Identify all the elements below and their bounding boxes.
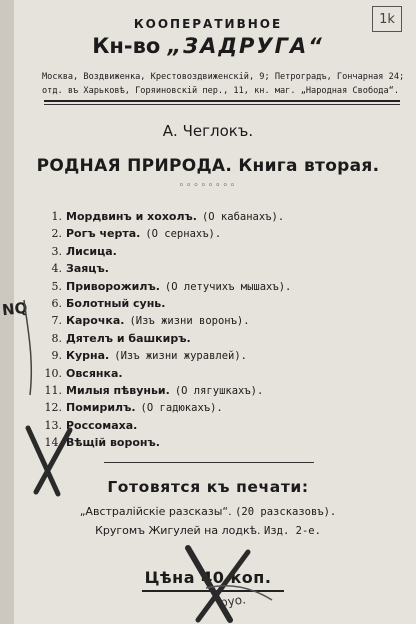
price-label: Цѣна 40 коп. [144,568,272,587]
item-number: 5. [51,279,62,293]
address-line: отд. въ Харьковѣ, Горяиновскій пер., 11, кн. маг. „Народная Свобода“. [42,86,399,96]
catalog-mark: 1k [379,11,395,27]
item-title: Приворожилъ. [66,279,160,293]
item-note: (О кабанахъ). [201,211,285,223]
cooperative-label: КООПЕРАТИВНОЕ [133,17,283,31]
forthcoming-note: (20 разсказовъ). [235,506,337,518]
item-note: (Изъ жизни журавлей). [114,350,248,363]
item-number: 4. [51,262,62,276]
price-underline [142,590,284,592]
ornament-divider: ◦◦◦◦◦◦◦◦ [178,181,238,191]
contents-item [38,280,358,297]
book-title: РОДНАЯ ПРИРОДА. Книга вторая. [36,156,380,176]
forthcoming-note: Изд. 2-е. [264,525,321,537]
item-note: (О гадюкахъ). [140,402,223,415]
contents-item [38,401,358,418]
contents-item [38,349,358,366]
item-number: 2. [51,227,62,241]
contents-item [38,227,358,244]
header-rule-thin [44,104,400,105]
forthcoming-title: Кругомъ Жигулей на лодкѣ. [95,524,261,537]
contents-item [38,436,358,453]
item-title: Лисица. [66,244,117,258]
contents-item [38,314,358,331]
item-title: Милыя пѣвуньи. [66,383,170,397]
contents-item [38,297,358,314]
publisher-prefix: Кн-во [92,34,161,58]
contents-item [38,332,358,349]
forthcoming-heading: Готовятся къ печати: [107,478,309,496]
item-title: Мордвинъ и хохолъ. [66,210,197,223]
item-number: 10. [44,366,62,380]
item-number: 1. [51,210,62,223]
item-title: Россомаха. [66,418,138,432]
contents-item [38,262,358,279]
item-number: 6. [51,296,62,310]
contents-item [38,367,358,384]
table-of-contents [38,210,358,453]
contents-item [38,419,358,436]
publisher-name-line [0,34,416,58]
item-title: Рогъ черта. [66,227,141,241]
item-number: 8. [51,331,62,345]
item-title: Вѣщій воронъ. [66,436,160,450]
item-title: Заяцъ. [66,262,109,276]
item-note: (О лягушкахъ). [174,384,264,397]
publisher-address [42,70,405,98]
handwritten-mark: NQ [1,298,29,320]
item-title: Дятелъ и башкиръ. [66,331,191,345]
item-title: Овсянка. [66,366,123,380]
item-title: Помирилъ. [66,401,136,415]
forthcoming-item [0,524,416,537]
item-title: Курна. [66,349,110,363]
item-note: (Изъ жизни воронъ). [129,315,250,328]
contents-item [38,384,358,401]
forthcoming-title: „Австралійскіе разсказы“. [79,505,232,518]
stamp-text: руо. [219,592,247,610]
item-title: Карочка. [66,314,125,328]
item-number: 14. [44,436,62,450]
publisher-brand: „ЗАДРУГА“ [167,34,324,58]
item-title: Болотный сунь. [66,296,166,310]
item-number: 3. [51,244,62,258]
contents-item [38,245,358,262]
item-note: (О сернахъ). [145,228,222,241]
contents-item [38,210,358,227]
header-rule [44,100,400,102]
item-note: (О летучихъ мышахъ). [164,280,292,293]
author-name: А. Чеглокъ. [162,122,254,140]
forthcoming-item [0,505,416,518]
item-number: 12. [44,401,62,415]
address-line: Москва, Воздвиженка, Крестовоздвиженскій, 9; Петроградъ, Гончарная 24; [42,72,405,82]
item-number: 13. [44,418,62,432]
item-number: 11. [44,383,62,397]
item-number: 9. [51,349,62,363]
item-number: 7. [51,314,62,328]
section-divider [104,462,314,463]
